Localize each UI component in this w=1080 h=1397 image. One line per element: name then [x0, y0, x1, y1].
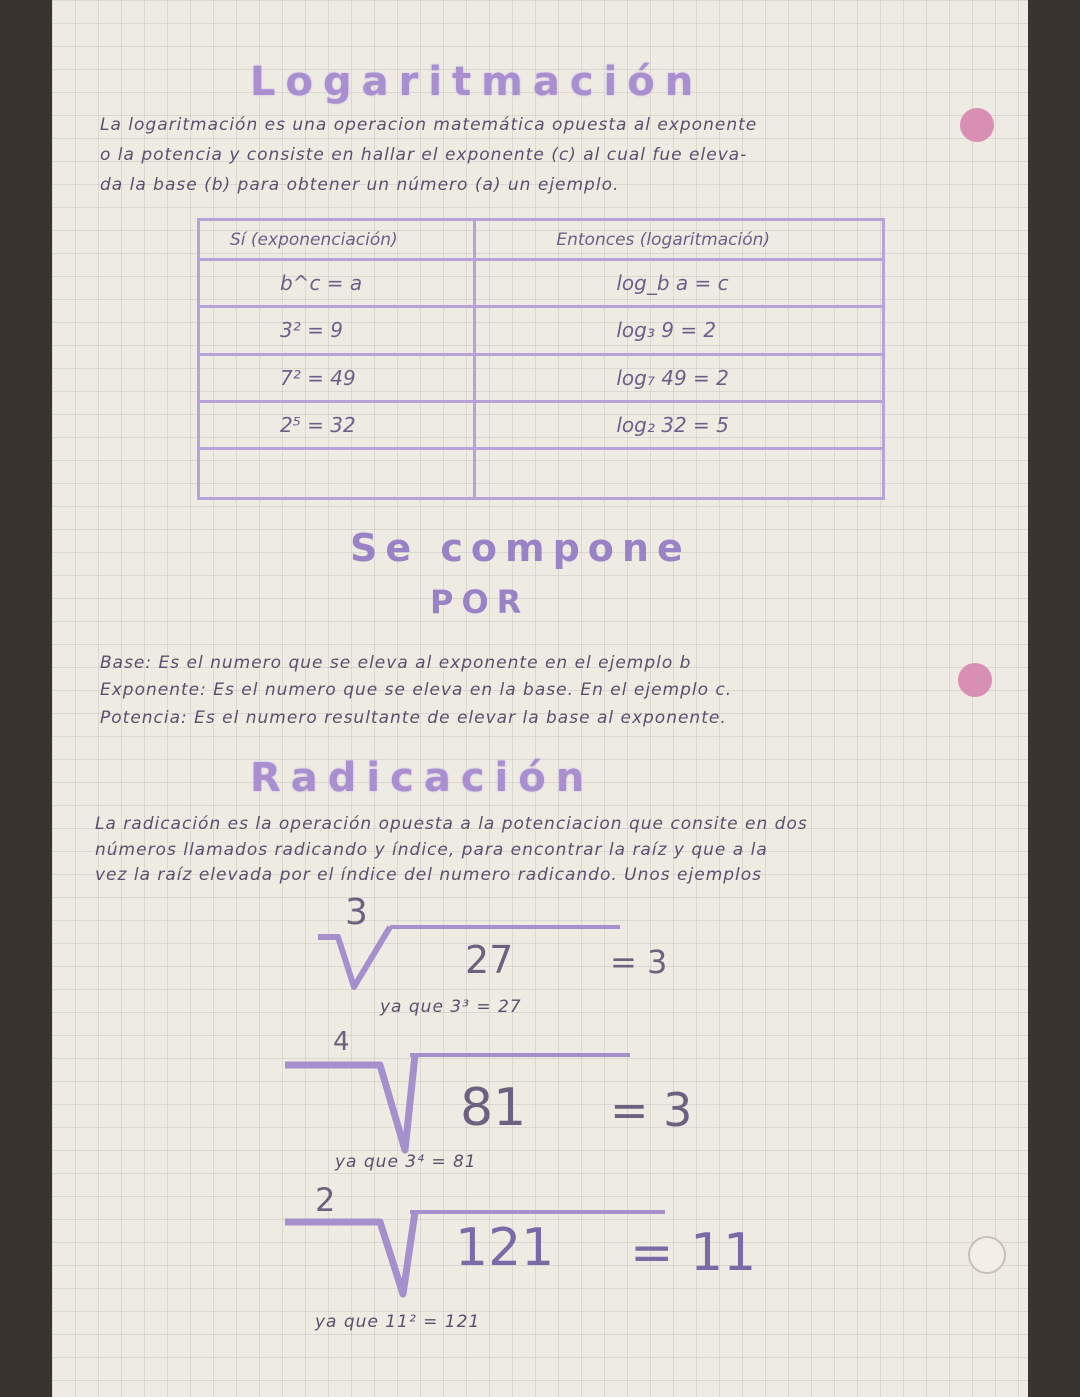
punch-hole — [968, 1236, 1006, 1274]
radical-sign-icon — [318, 925, 398, 995]
table-cell: b^c = a — [199, 260, 475, 307]
logaritmacion-title: Logaritmación — [250, 59, 704, 105]
radical-index: 2 — [315, 1181, 336, 1219]
table-cell: log_b a = c — [475, 260, 884, 307]
paragraph-line: da la base (b) para obtener un número (a) un ejemplo. — [100, 175, 620, 195]
compone-title: Se compone — [350, 526, 691, 570]
punch-hole — [960, 108, 994, 142]
paragraph-line: números llamados radicando y índice, para encontrar la raíz y que a la — [95, 840, 768, 860]
radical-bar — [410, 1053, 630, 1057]
radicacion-title: Radicación — [250, 755, 595, 801]
definition-exponente: Exponente: Es el numero que se eleva en la base. En el ejemplo c. — [100, 680, 733, 700]
paragraph-line: La logaritmación es una operacion matemática opuesta al exponente — [100, 115, 758, 135]
paragraph-line: La radicación es la operación opuesta a la potenciacion que consite en dos — [95, 814, 808, 834]
result: = 11 — [630, 1223, 757, 1283]
explanation: ya que 3⁴ = 81 — [335, 1152, 477, 1172]
radical-sign-icon — [285, 1055, 415, 1155]
radicand: 27 — [465, 938, 514, 982]
table-cell: log₃ 9 = 2 — [475, 307, 884, 354]
table-cell: log₂ 32 = 5 — [475, 401, 884, 448]
table-header: Sí (exponenciación) — [199, 220, 475, 260]
table-cell: log₇ 49 = 2 — [475, 354, 884, 401]
explanation: ya que 3³ = 27 — [380, 997, 522, 1017]
table-header: Entonces (logaritmación) — [475, 220, 884, 260]
paragraph-line: o la potencia y consiste en hallar el exponente (c) al cual fue eleva- — [100, 145, 748, 165]
definition-base: Base: Es el numero que se eleva al exponente en el ejemplo b — [100, 653, 692, 673]
radical-bar — [410, 1210, 665, 1214]
table-cell: 2⁵ = 32 — [199, 401, 475, 448]
compone-title-por: POR — [430, 583, 530, 621]
radical-sign-icon — [285, 1212, 415, 1297]
radical-index: 4 — [333, 1027, 350, 1057]
radicand: 81 — [460, 1078, 527, 1138]
table-cell — [475, 449, 884, 499]
radical-index: 3 — [345, 892, 368, 933]
table-cell — [199, 449, 475, 499]
result: = 3 — [610, 943, 668, 981]
table-cell: 3² = 9 — [199, 307, 475, 354]
explanation: ya que 11² = 121 — [315, 1312, 481, 1332]
radicand: 121 — [455, 1218, 555, 1278]
table-cell: 7² = 49 — [199, 354, 475, 401]
radical-bar — [390, 925, 620, 929]
paragraph-line: vez la raíz elevada por el índice del numero radicando. Unos ejemplos — [95, 865, 763, 885]
result: = 3 — [610, 1083, 693, 1137]
definition-potencia: Potencia: Es el numero resultante de elevar la base al exponente. — [100, 708, 727, 728]
punch-hole — [958, 663, 992, 697]
log-table — [197, 218, 885, 500]
